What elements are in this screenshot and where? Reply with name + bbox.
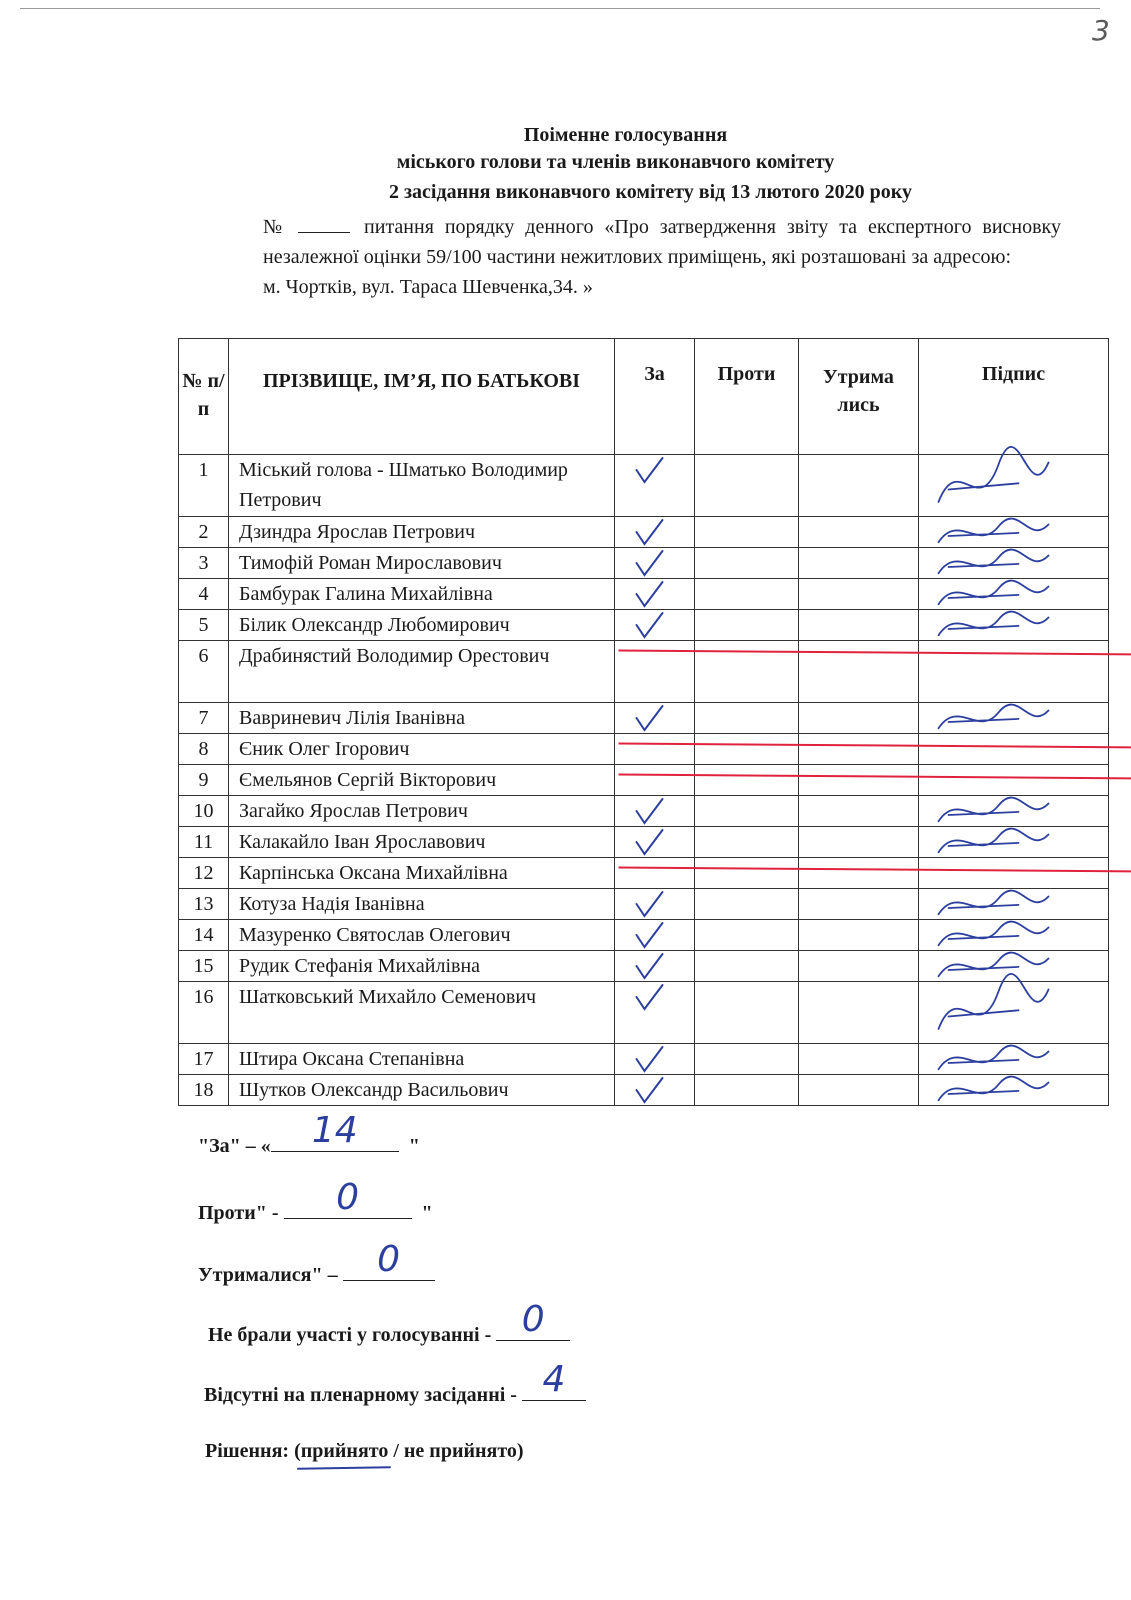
check-mark xyxy=(637,613,663,637)
header-utrymalys: Утрима лись xyxy=(799,339,919,455)
row-number: 14 xyxy=(179,920,229,951)
summary-utrymalysia-value: 0 xyxy=(377,1239,401,1280)
signature-scribble xyxy=(939,829,1049,853)
strike-line xyxy=(619,651,1131,655)
row-number: 13 xyxy=(179,889,229,920)
check-mark xyxy=(637,582,663,606)
check-mark xyxy=(637,923,663,947)
agenda-number-label: № xyxy=(263,216,289,238)
check-mark xyxy=(637,954,663,978)
signature-scribble xyxy=(939,1077,1049,1101)
header-pidpys: Підпис xyxy=(919,339,1109,455)
row-number: 4 xyxy=(179,579,229,610)
check-mark xyxy=(637,799,663,823)
header-proty: Проти xyxy=(695,339,799,455)
decision-accepted: прийнято xyxy=(300,1440,389,1462)
summary-rishennia: Рішення: (прийнято / не прийнято) xyxy=(205,1440,524,1462)
row-number: 2 xyxy=(179,517,229,548)
check-mark xyxy=(637,706,663,730)
row-name: Рудик Стефанія Михайлівна xyxy=(229,951,615,982)
signature-scribble xyxy=(939,891,1049,915)
row-name: Карпінська Оксана Михайлівна xyxy=(229,858,615,889)
row-name: Шатковський Михайло Семенович xyxy=(229,982,615,1044)
strike-line xyxy=(619,868,1131,872)
row-name: Білик Олександр Любомирович xyxy=(229,610,615,641)
row-number: 12 xyxy=(179,858,229,889)
row-name: Дзиндра Ярослав Петрович xyxy=(229,517,615,548)
row-name: Ємельянов Сергій Вікторович xyxy=(229,765,615,796)
signature-scribble xyxy=(939,798,1049,822)
summary-za-value: 14 xyxy=(311,1110,358,1151)
title-line-1: Поіменне голосування xyxy=(523,124,728,146)
summary-ne-braly-value: 0 xyxy=(521,1299,545,1340)
summary-vidsutni-value: 4 xyxy=(542,1359,566,1400)
summary-vidsutni: Відсутні на пленарному засіданні - 4 xyxy=(204,1382,586,1407)
row-number: 7 xyxy=(179,703,229,734)
row-number: 5 xyxy=(179,610,229,641)
signature-scribble xyxy=(939,612,1049,636)
title-line-2: міського голови та членів виконавчого комітету xyxy=(396,151,835,173)
row-number: 17 xyxy=(179,1044,229,1075)
check-mark xyxy=(637,551,663,575)
signature-scribble xyxy=(939,705,1049,729)
strike-line xyxy=(619,775,1131,779)
row-number: 1 xyxy=(179,455,229,517)
row-number: 8 xyxy=(179,734,229,765)
check-mark xyxy=(637,458,663,482)
row-number: 10 xyxy=(179,796,229,827)
header-za: За xyxy=(615,339,695,455)
row-name: Загайко Ярослав Петрович xyxy=(229,796,615,827)
signature-scribble xyxy=(939,581,1049,605)
page-number: 3 xyxy=(1092,14,1110,47)
header-name: ПРІЗВИЩЕ, ІМ’Я, ПО БАТЬКОВІ xyxy=(229,339,615,455)
row-number: 6 xyxy=(179,641,229,703)
row-name: Вавриневич Лілія Іванівна xyxy=(229,703,615,734)
row-name: Мазуренко Святослав Олегович xyxy=(229,920,615,951)
signature-scribble xyxy=(939,1046,1049,1070)
header-num: № п/п xyxy=(179,339,229,455)
signature-scribble xyxy=(939,519,1049,543)
row-name: Єник Олег Ігорович xyxy=(229,734,615,765)
signature-scribble xyxy=(939,974,1049,1029)
summary-utrymalysia: Утрималися" – 0 xyxy=(198,1262,435,1287)
summary-proty-value: 0 xyxy=(336,1177,359,1218)
signature-scribble xyxy=(939,922,1049,946)
row-name: Бамбурак Галина Михайлівна xyxy=(229,579,615,610)
signature-scribble xyxy=(939,550,1049,574)
row-number: 16 xyxy=(179,982,229,1044)
check-mark xyxy=(637,892,663,916)
agenda-text: питання порядку денного «Про затвердження звіту та експертного висновку незалежної оцінки 59/100 частини нежитлових приміщень, які розташовані за адресою: xyxy=(263,216,1061,268)
check-mark xyxy=(637,830,663,854)
row-name: Шутков Олександр Васильович xyxy=(229,1075,615,1106)
check-mark xyxy=(637,1078,663,1102)
strike-line xyxy=(619,744,1131,748)
check-mark xyxy=(637,520,663,544)
agenda-address: м. Чортків, вул. Тараса Шевченка,34. » xyxy=(263,276,593,298)
row-name: Штира Оксана Степанівна xyxy=(229,1044,615,1075)
row-name: Драбинястий Володимир Орестович xyxy=(229,641,615,703)
signature-scribble xyxy=(939,447,1049,502)
signature-scribble xyxy=(939,953,1049,977)
title-line-3: 2 засідання виконавчого комітету від 13 лютого 2020 року xyxy=(388,181,912,203)
row-number: 11 xyxy=(179,827,229,858)
row-name: Котуза Надія Іванівна xyxy=(229,889,615,920)
check-mark xyxy=(637,1047,663,1071)
row-name: Міський голова - Шматько Володимир Петрович xyxy=(229,455,615,517)
summary-za: "За" – « 14 " xyxy=(198,1110,420,1157)
row-number: 9 xyxy=(179,765,229,796)
row-number: 3 xyxy=(179,548,229,579)
row-number: 15 xyxy=(179,951,229,982)
row-name: Калакайло Іван Ярославович xyxy=(229,827,615,858)
check-mark xyxy=(637,985,663,1009)
row-number: 18 xyxy=(179,1075,229,1106)
summary-proty: Проти" - 0 " xyxy=(198,1177,433,1224)
summary-ne-braly: Не брали участі у голосуванні - 0 xyxy=(208,1322,570,1347)
row-name: Тимофій Роман Мирославович xyxy=(229,548,615,579)
